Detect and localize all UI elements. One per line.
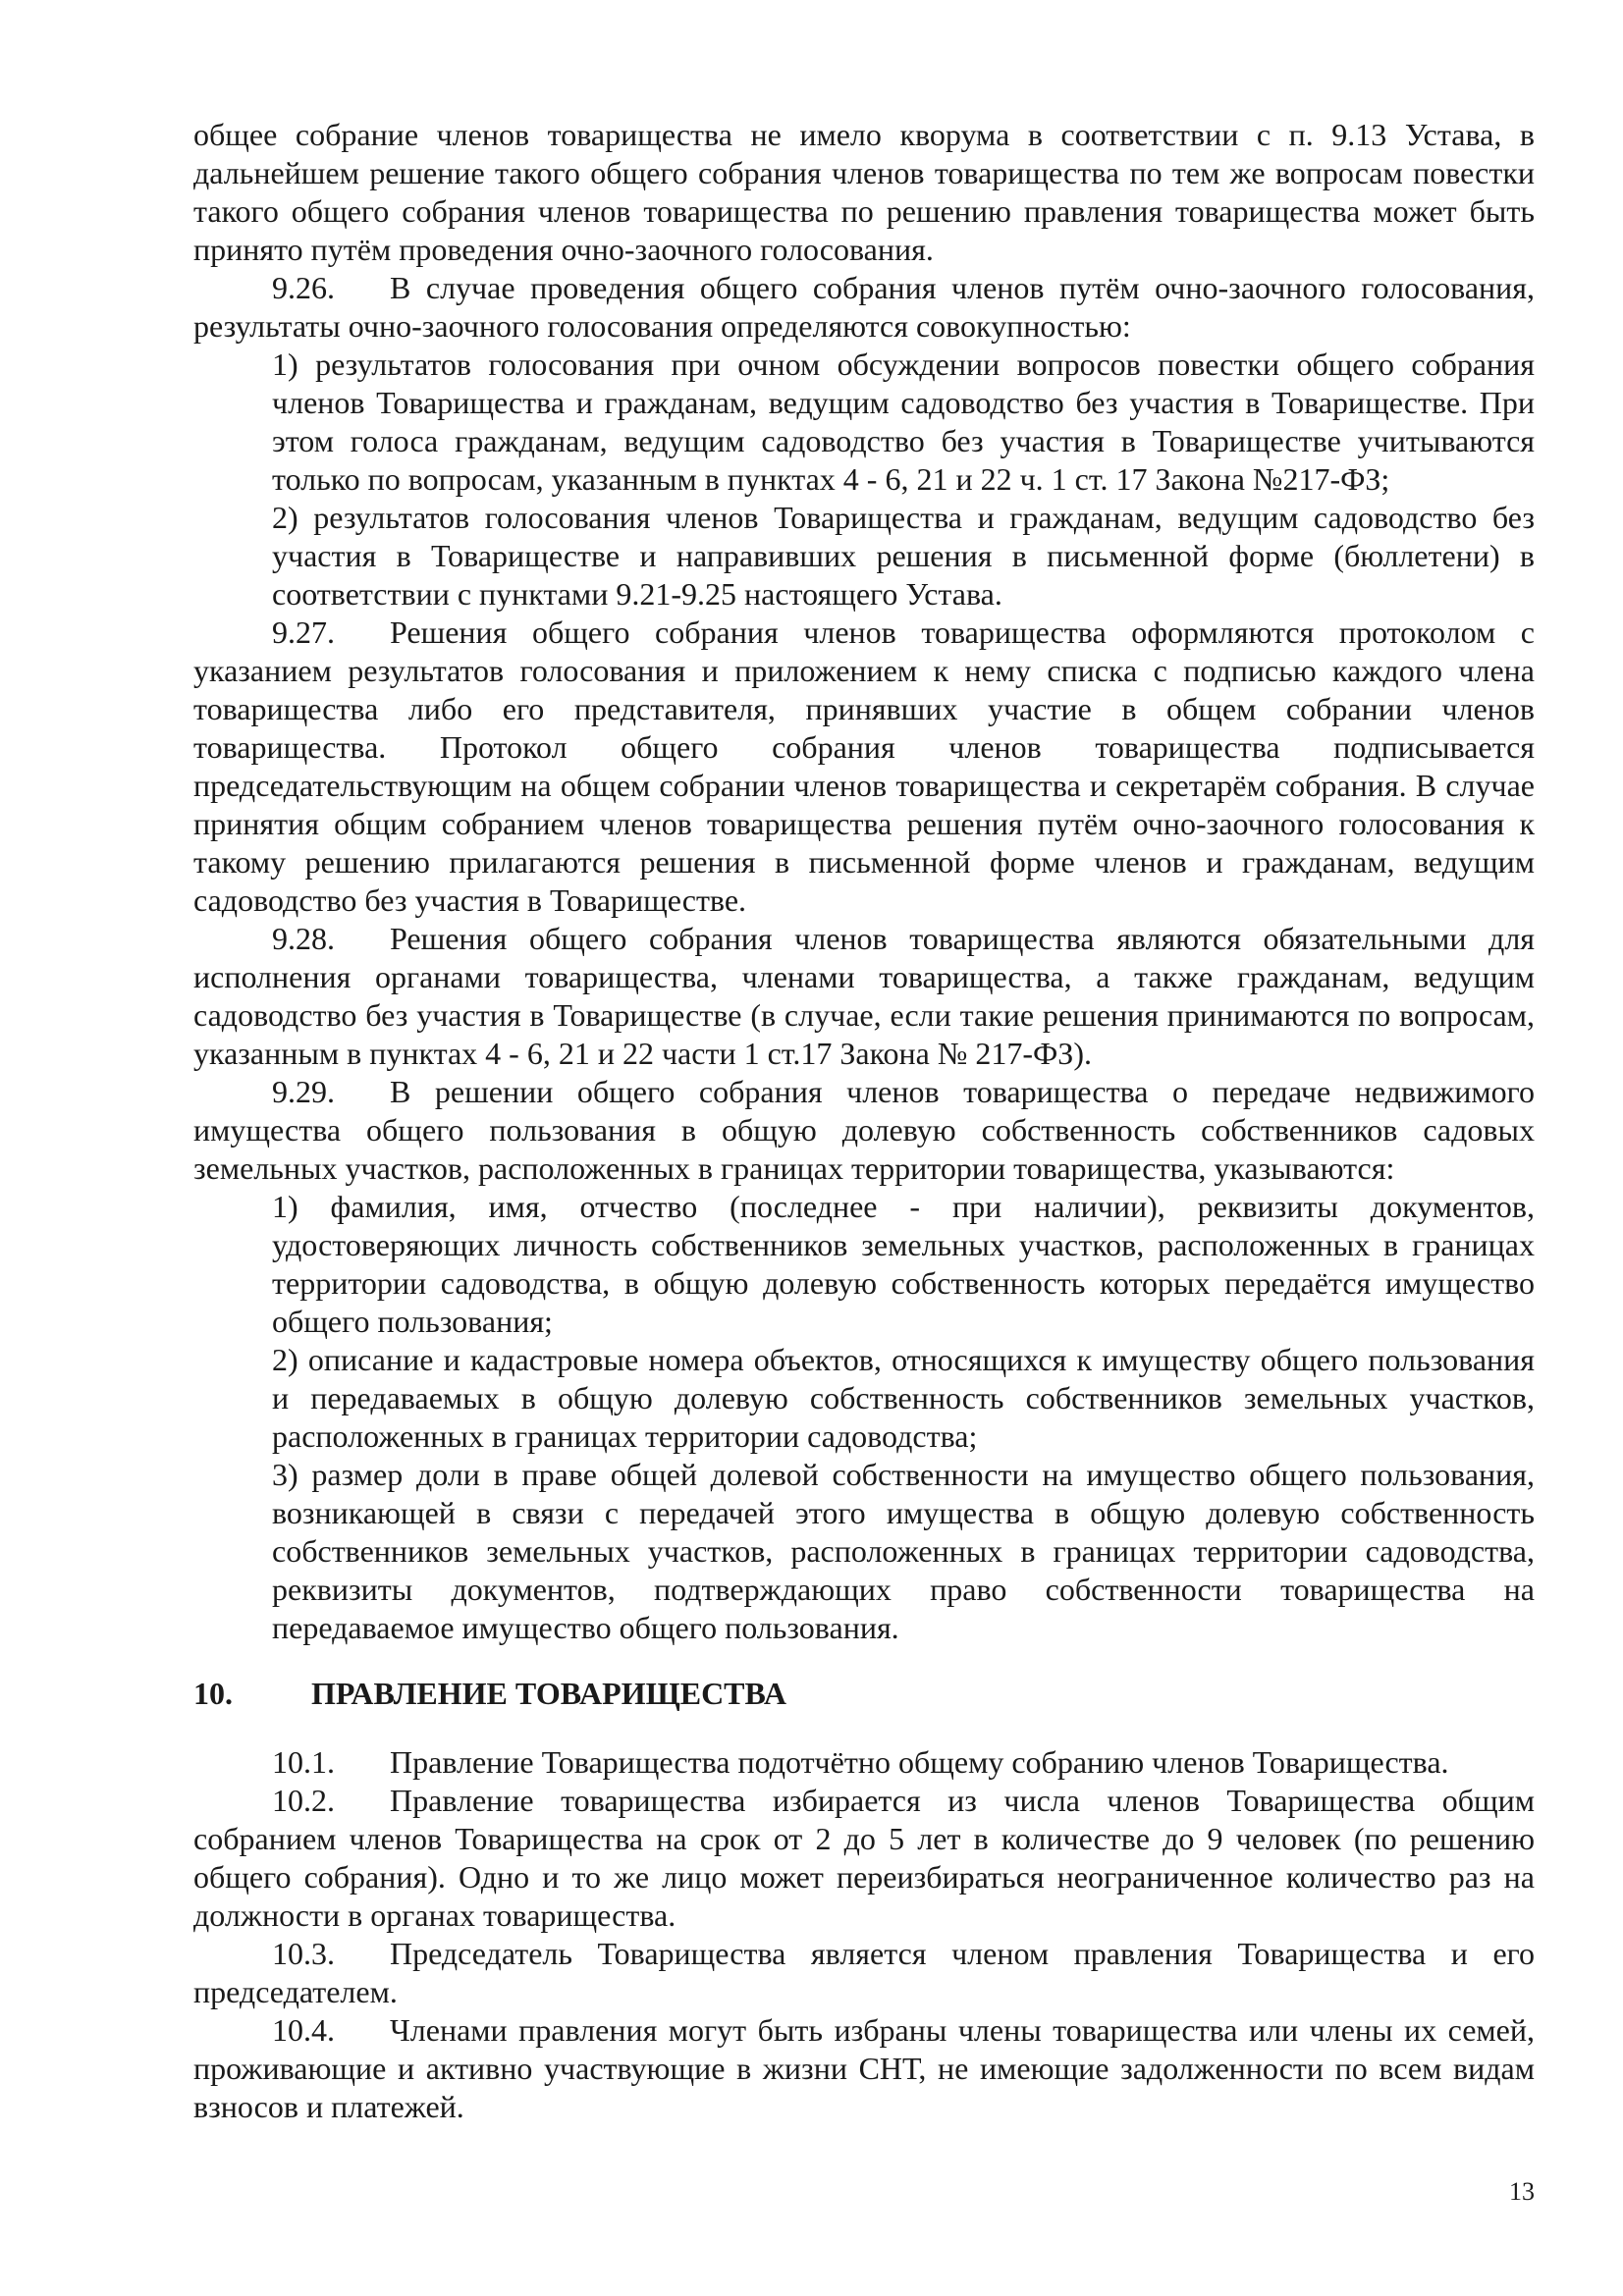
clause-number: 10.3. (272, 1936, 335, 1971)
intro-paragraph: общее собрание членов товарищества не имело кворума в соответствии с п. 9.13 Устава, в дальнейшем решение такого общего собрания членов товарищества по тем же вопросам повестки такого общего собрания членов товарищества по решению правления товарищества может быть принято путём проведения очно-заочного голосования. (193, 117, 1535, 267)
clause-9-29-item-1: 1) фамилия, имя, отчество (последнее - при наличии), реквизиты документов, удостоверяющих личность собственников земельных участков, расположенных в границах территории садоводства, в общую долевую собственность которых передаётся имущество общего пользования; (272, 1189, 1535, 1339)
document-page (193, 116, 1535, 2126)
clause-9-29-item-2: 2) описание и кадастровые номера объектов, относящихся к имуществу общего пользования и передаваемых в общую долевую собственность собственников земельных участков, расположенных в границах территории садоводства; (272, 1342, 1535, 1454)
clause-text: Решения общего собрания членов товарищества оформляются протоколом с указанием результатов голосования и приложением к нему списка с подписью каждого члена товарищества либо его представителя, принявших участие в общем собрании членов товарищества. Протокол общего собрания членов товарищества подписывается председательствующим на общем собрании членов товарищества и секретарём собрания. В случае принятия общим собранием членов товарищества решения путём очно-заочного голосования к такому решению прилагаются решения в письменной форме членов и гражданам, ведущим садоводство без участия в Товариществе. (193, 614, 1535, 918)
clause-10-3 (193, 1935, 1535, 2011)
clause-number: 9.29. (272, 1074, 335, 1109)
clause-9-26 (193, 269, 1535, 346)
page-number: 13 (1509, 2177, 1535, 2206)
clause-number: 10.1. (272, 1744, 335, 1780)
clause-10-4 (193, 2011, 1535, 2126)
clause-text: Членами правления могут быть избраны члены товарищества или члены их семей, проживающие и активно участвующие в жизни СНТ, не имеющие задолженности по всем видам взносов и платежей. (193, 2012, 1535, 2124)
clause-9-26-item-2: 2) результатов голосования членов Товарищества и гражданам, ведущим садоводство без участия в Товариществе и направивших решения в письменной форме (бюллетени) в соответствии с пунктами 9.21-9.25 настоящего Устава. (272, 500, 1535, 612)
clause-text: Правление товарищества избирается из числа членов Товарищества общим собранием членов Товарищества на срок от 2 до 5 лет в количестве до 9 человек (по решению общего собрания). Одно и то же лицо может переизбираться неограниченное количество раз на должности в органах товарищества. (193, 1783, 1535, 1933)
clause-text: Правление Товарищества подотчётно общему собранию членов Товарищества. (390, 1744, 1449, 1780)
clause-number: 9.28. (272, 921, 335, 956)
clause-text: Председатель Товарищества является членом правления Товарищества и его председателем. (193, 1936, 1535, 2009)
section-title: ПРАВЛЕНИЕ ТОВАРИЩЕСТВА (311, 1676, 786, 1711)
clause-number: 10.2. (272, 1783, 335, 1818)
clause-text: Решения общего собрания членов товарищества являются обязательными для исполнения органами товарищества, членами товарищества, а также гражданам, ведущим садоводство без участия в Товариществе (в случае, если такие решения принимаются по вопросам, указанным в пунктах 4 - 6, 21 и 22 части 1 ст.17 Закона № 217-ФЗ). (193, 921, 1535, 1071)
clause-number: 10.4. (272, 2012, 335, 2048)
clause-text: В случае проведения общего собрания членов путём очно-заочного голосования, результаты очно-заочного голосования определяются совокупностью: (193, 270, 1535, 344)
clause-number: 9.26. (272, 270, 335, 305)
clause-10-2 (193, 1782, 1535, 1935)
clause-10-1 (193, 1743, 1535, 1782)
clause-number: 9.27. (272, 614, 335, 650)
clause-9-26-item-1: 1) результатов голосования при очном обсуждении вопросов повестки общего собрания членов Товарищества и гражданам, ведущим садоводство без участия в Товариществе. При этом голоса гражданам, ведущим садоводство без участия в Товариществе учитываются только по вопросам, указанным в пунктах 4 - 6, 21 и 22 ч. 1 ст. 17 Закона №217-ФЗ; (272, 347, 1535, 497)
clause-text: В решении общего собрания членов товарищества о передаче недвижимого имущества общего пользования в общую долевую собственность собственников садовых земельных участков, расположенных в границах территории товарищества, указываются: (193, 1074, 1535, 1186)
clause-9-27 (193, 614, 1535, 920)
section-heading (193, 1675, 1535, 1713)
clause-9-29-item-3: 3) размер доли в праве общей долевой собственности на имущество общего пользования, возникающей в связи с передачей этого имущества в общую долевую собственность собственников земельных участков, расположенных в границах территории садоводства, реквизиты документов, подтверждающих право собственности товарищества на передаваемое имущество общего пользования. (272, 1457, 1535, 1645)
clause-9-29 (193, 1073, 1535, 1188)
clause-9-28 (193, 920, 1535, 1073)
section-number: 10. (193, 1676, 233, 1711)
